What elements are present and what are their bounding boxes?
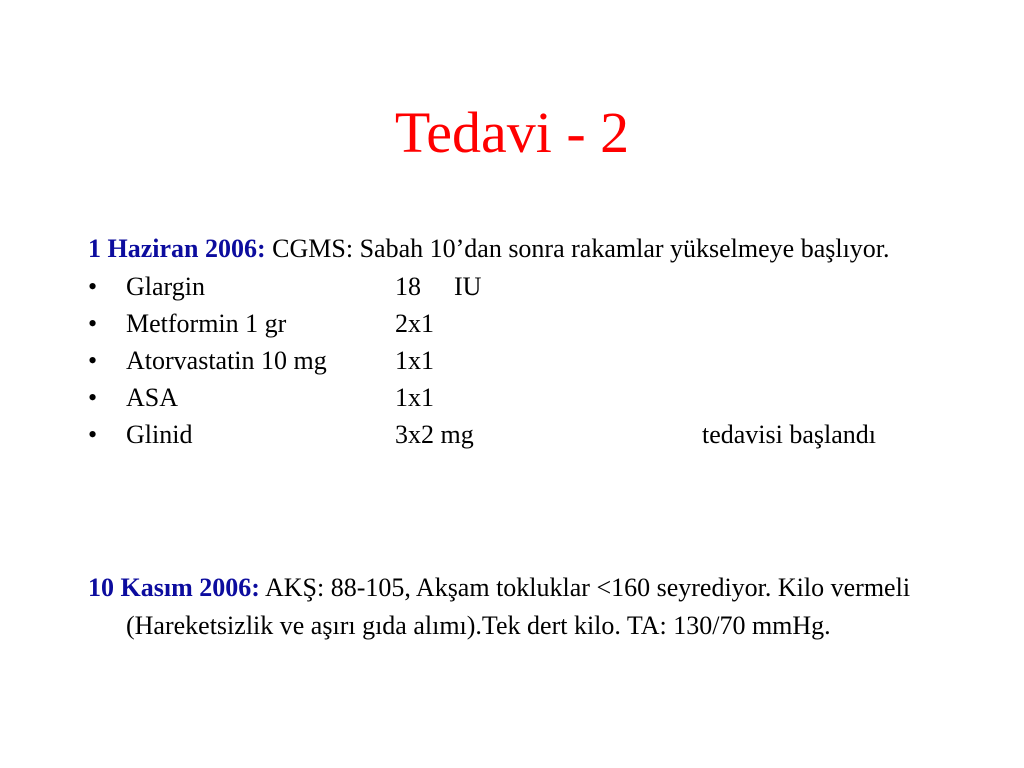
bullet-icon: •: [88, 420, 98, 449]
drug-name: Metformin 1 gr: [126, 309, 287, 338]
drug-unit: IU: [454, 272, 482, 301]
medication-item: [88, 379, 948, 416]
drug-name: ASA: [126, 383, 179, 412]
drug-dose: 2x1: [395, 309, 434, 338]
treatment-note: tedavisi başlandı: [702, 420, 877, 449]
bullet-icon: •: [88, 309, 98, 338]
drug-dose: 3x2 mg: [395, 420, 474, 449]
entry-text: AKŞ: 88-105, Akşam tokluklar <160 seyrediyor. Kilo vermeli (Hareketsizlik ve aşırı gıda alımı).Tek dert kilo. TA: 130/70 mmHg.: [126, 573, 911, 640]
entry-text: CGMS: Sabah 10’dan sonra rakamlar yükselmeye başlıyor.: [265, 234, 890, 263]
entry-june-2006: [88, 230, 948, 453]
bullet-icon: •: [88, 346, 98, 375]
entry-paragraph: [88, 569, 948, 645]
slide-title: Tedavi - 2: [394, 100, 630, 165]
drug-name: Glargin: [126, 272, 205, 301]
medication-list: [88, 268, 948, 453]
drug-name: Atorvastatin 10 mg: [126, 346, 327, 375]
entry-november-2006: [88, 569, 948, 645]
drug-name: Glinid: [126, 420, 193, 449]
drug-dose: 1x1: [395, 383, 434, 412]
entry-paragraph: [88, 230, 948, 268]
bullet-icon: •: [88, 383, 98, 412]
drug-dose: 18: [395, 272, 421, 301]
drug-dose: 1x1: [395, 346, 434, 375]
medication-item: [88, 342, 948, 379]
medication-item: [88, 416, 948, 453]
entry-date: 10 Kasım 2006:: [88, 573, 260, 602]
entry-date: 1 Haziran 2006:: [88, 234, 266, 263]
bullet-icon: •: [88, 272, 98, 301]
medication-item: [88, 305, 948, 342]
medication-item: [88, 268, 948, 305]
